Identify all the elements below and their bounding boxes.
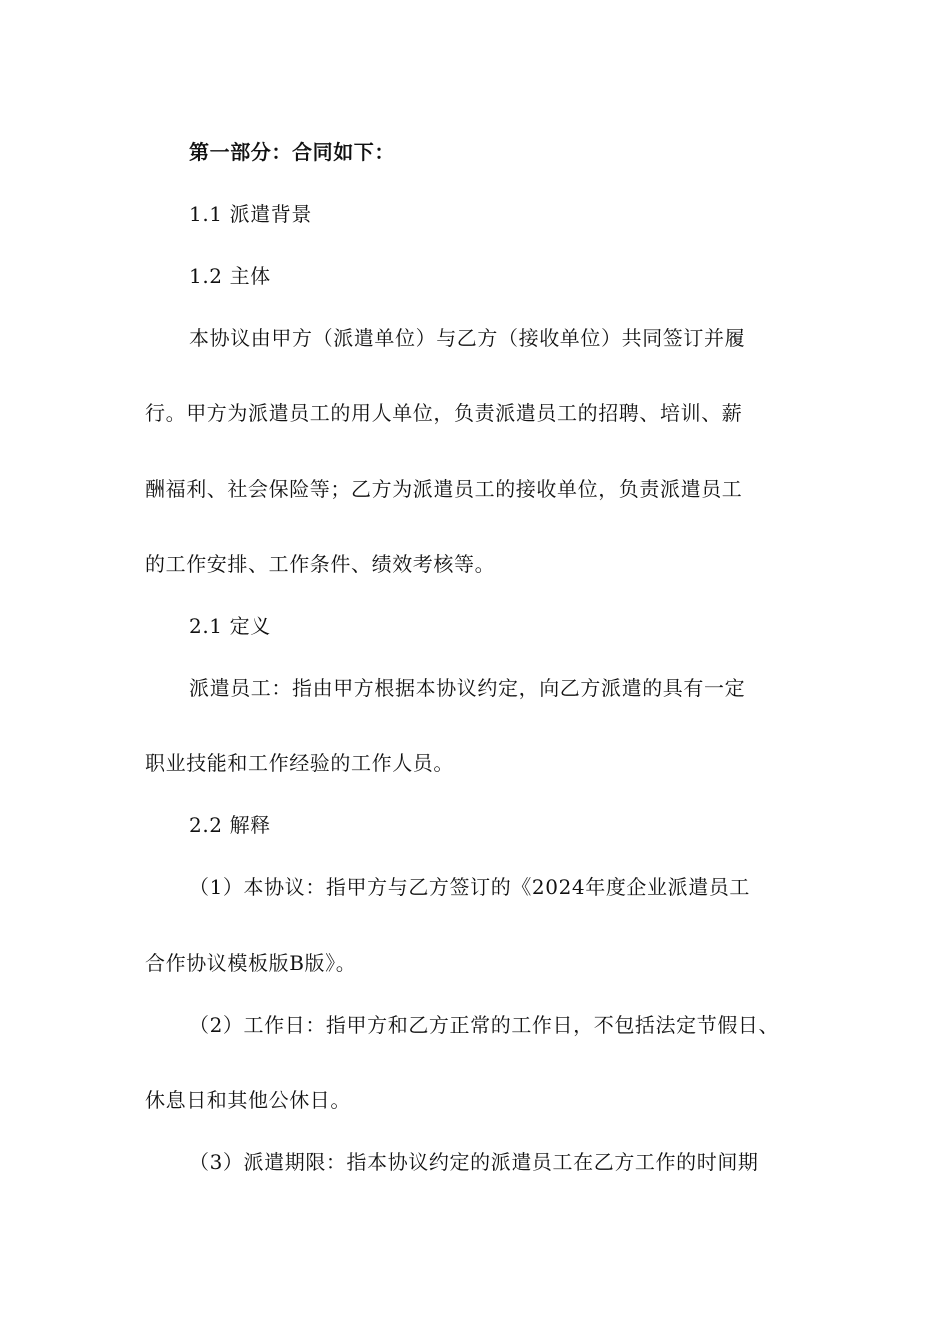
section-heading-1-2: 1.2 主体 — [189, 264, 271, 288]
section-heading-2-2: 2.2 解释 — [189, 813, 271, 837]
section-heading-1-1: 1.1 派遣背景 — [189, 202, 312, 226]
paragraph-line: 派遣员工：指由甲方根据本协议约定，向乙方派遣的具有一定 — [189, 676, 746, 700]
part-heading: 第一部分：合同如下： — [189, 140, 395, 164]
paragraph-line: 酬福利、社会保险等；乙方为派遣员工的接收单位，负责派遣员工 — [145, 477, 743, 501]
list-item-line: 休息日和其他公休日。 — [145, 1088, 351, 1112]
list-item-line: （3）派遣期限：指本协议约定的派遣员工在乙方工作的时间期 — [189, 1150, 759, 1174]
paragraph-line: 的工作安排、工作条件、绩效考核等。 — [145, 552, 496, 576]
list-item-line: 合作协议模板版B版》。 — [145, 951, 357, 975]
paragraph-line: 行。甲方为派遣员工的用人单位，负责派遣员工的招聘、培训、薪 — [145, 401, 743, 425]
list-item-line: （2）工作日：指甲方和乙方正常的工作日，不包括法定节假日、 — [189, 1013, 780, 1037]
paragraph-line: 本协议由甲方（派遣单位）与乙方（接收单位）共同签订并履 — [189, 326, 746, 350]
section-heading-2-1: 2.1 定义 — [189, 614, 271, 638]
list-item-line: （1）本协议：指甲方与乙方签订的《2024年度企业派遣员工 — [189, 875, 751, 899]
paragraph-line: 职业技能和工作经验的工作人员。 — [145, 751, 454, 775]
